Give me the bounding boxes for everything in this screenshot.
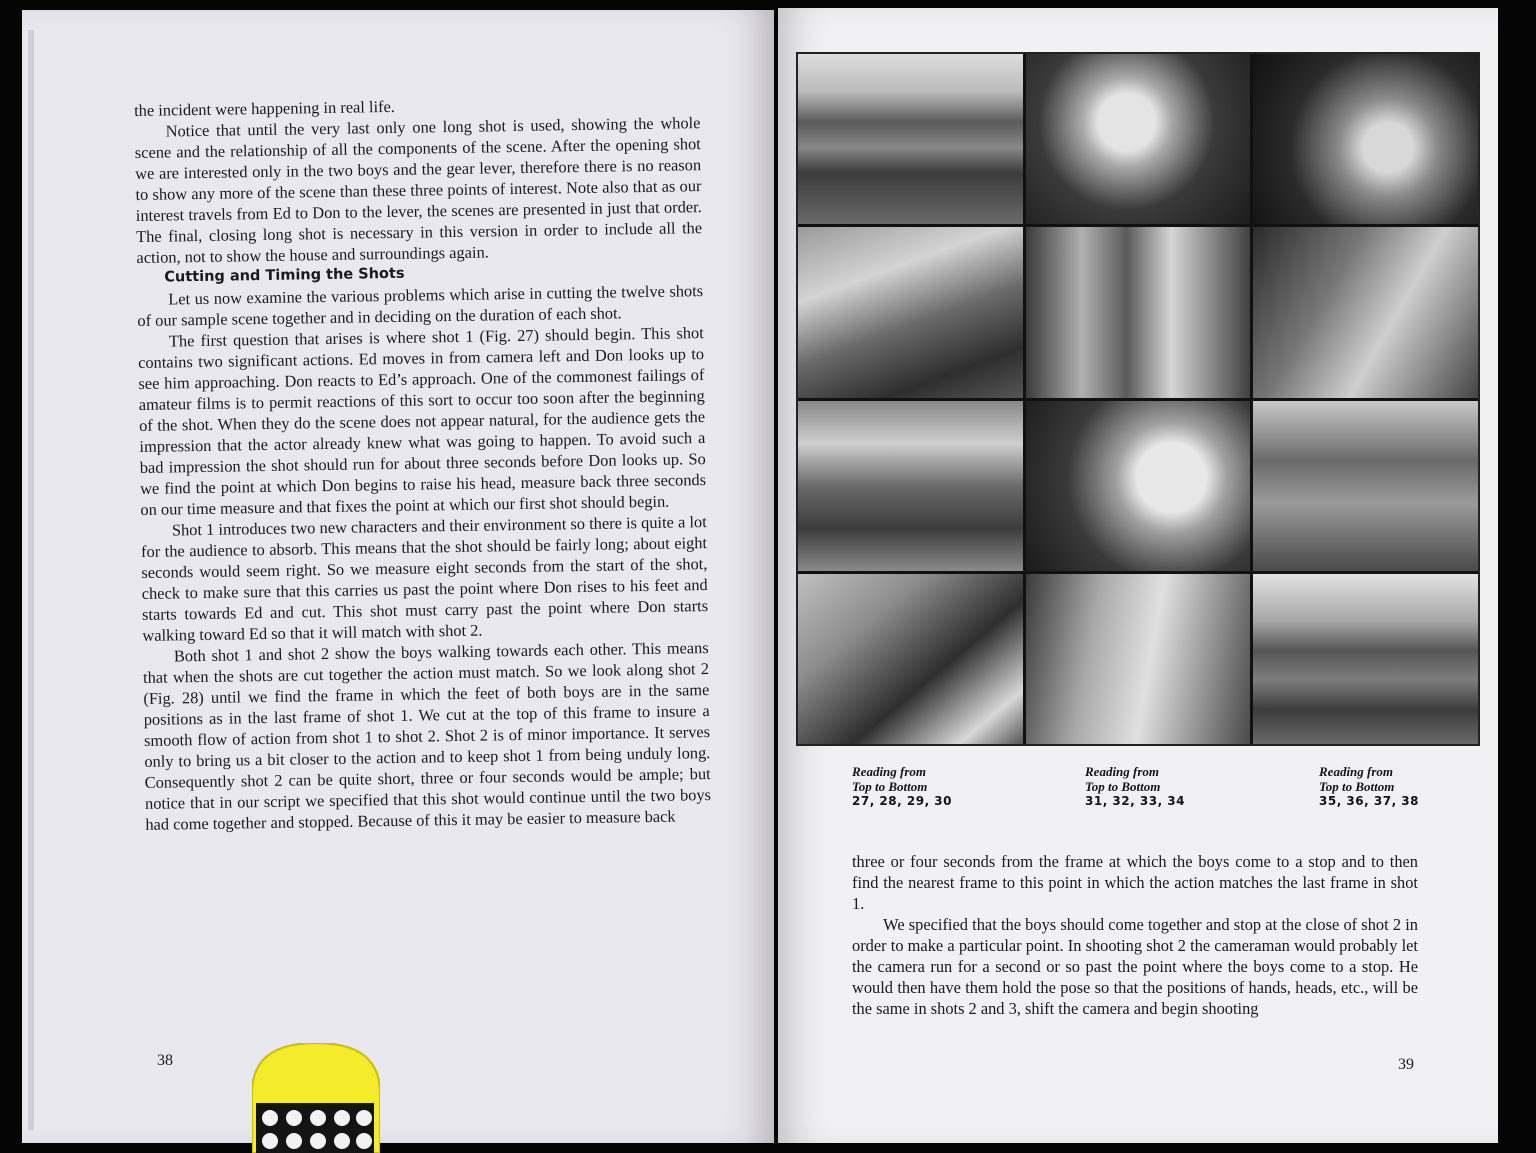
page-number-right: 39 <box>1398 1056 1414 1073</box>
section-heading: Cutting and Timing the Shots <box>164 265 405 286</box>
paragraph: the incident were happening in real life. <box>134 96 396 120</box>
photo-boy-holding-handlebar <box>798 574 1023 744</box>
photo-grid <box>796 52 1480 746</box>
caption-3 <box>1319 764 1419 809</box>
caption-numbers: 31, 32, 33, 34 <box>1085 794 1186 808</box>
caption-line: Reading from <box>852 764 927 779</box>
paragraph: Let us now examine the various problems which arise in cutting the twelve shots of our sample scene together and in deciding on the duration of each shot. <box>137 281 704 330</box>
photo-boy-with-bicycle-by-house <box>798 227 1023 397</box>
page-edge <box>28 30 34 1130</box>
yellow-clip <box>252 1043 380 1153</box>
caption-numbers: 35, 36, 37, 38 <box>1319 794 1420 808</box>
photo-hands-on-gear-lever <box>1253 54 1478 224</box>
photo-two-boys-on-lawn <box>1253 401 1478 571</box>
caption-line: Top to Bottom <box>1085 779 1161 794</box>
photo-boys-at-bicycle <box>1026 574 1251 744</box>
page-number-left: 38 <box>157 1052 173 1069</box>
caption-line: Top to Bottom <box>852 779 928 794</box>
photo-boy-face-closeup <box>1026 54 1251 224</box>
caption-line: Reading from <box>1319 764 1394 779</box>
right-page-text <box>852 851 1418 1019</box>
caption-line: Top to Bottom <box>1319 779 1395 794</box>
paragraph: The first question that arises is where shot 1 (Fig. 27) should begin. This shot contains two significant actions. Ed moves in from camera left and Don looks up to see him approaching. Don reacts to Ed’s approach. One of the commonest failings of amateur films is to permit reactions of this sort to occur too soon after the beginning of the shot. When they do the scene does not appear natural, for the audience gets the impression that the actor already knew what was going to happen. To avoid such a bad impression the shot should run for about three seconds before Don looks up. So we find the point at which Don begins to raise his head, measure back three seconds on our time measure and that fixes the point at which our first shot should begin. <box>137 323 707 519</box>
photo-house-with-bicycle <box>798 54 1023 224</box>
photo-boy-closeup-profile <box>1026 401 1251 571</box>
photo-house-long-shot <box>1253 574 1478 744</box>
paragraph: We specified that the boys should come together and stop at the close of shot 2 in order to make a particular point. In shooting shot 2 the cameraman would probably let the camera run for a second or so past the point where the boys come to a stop. He would then have them hold the pose so that the positions of hands, heads, etc., will be the same in shots 2 and 3, shift the camera and begin shooting <box>852 915 1418 1018</box>
caption-2 <box>1085 764 1185 809</box>
paragraph: Shot 1 introduces two new characters and their environment so there is quite a lot for the audience to absorb. This means that the shot should be fairly long; about eight seconds would seem right. So we measure eight seconds from the start of the shot, check to make sure that this carries us past the point where Don rises to his feet and starts towards Ed and cut. This shot must carry past the point where Don starts walking toward Ed so that it will match with shot 2. <box>140 512 709 645</box>
photo-two-boys-examining-bicycle <box>1253 227 1478 397</box>
paragraph: Both shot 1 and shot 2 show the boys walking towards each other. This means that when the shots are cut together the action must match. So we look along shot 2 (Fig. 28) until we find the frame in which the feet of both boys are in the same positions as in the last frame of shot 1. We cut at the top of this frame to insure a smooth flow of action from shot 1 to shot 2. Shot 2 is of minor importance. It serves only to bring us a bit closer to the action and to keep shot 1 from being unduly long. Consequently shot 2 can be quite short, three or four seconds would be ample; but notice that in our script we specified that this shot would continue until the two boys had come together and stopped. Because of this it may be easier to measure back <box>142 638 712 834</box>
caption-numbers: 27, 28, 29, 30 <box>852 794 953 808</box>
caption-1 <box>852 764 952 809</box>
caption-line: Reading from <box>1085 764 1160 779</box>
photo-two-boys-meeting <box>1026 227 1251 397</box>
paragraph: Notice that until the very last only one long shot is used, showing the whole scene and the relationship of all the components of the scene. After the opening shot we are interested only in the two boys and the gear lever, therefore there is no reason to show any more of the scene than these three points of interest. Note also that as our interest travels from Ed to Don to the lever, the scenes are presented in just that order. The final, closing long shot is necessary in this version in order to include all the action, not to show the house and surroundings again. <box>134 113 703 267</box>
photo-two-boys-with-bicycle <box>798 401 1023 571</box>
paragraph: three or four seconds from the frame at which the boys come to a stop and to then find the nearest frame to this point in which the action matches the last frame in shot 1. <box>852 852 1418 913</box>
left-page-text <box>134 91 711 835</box>
